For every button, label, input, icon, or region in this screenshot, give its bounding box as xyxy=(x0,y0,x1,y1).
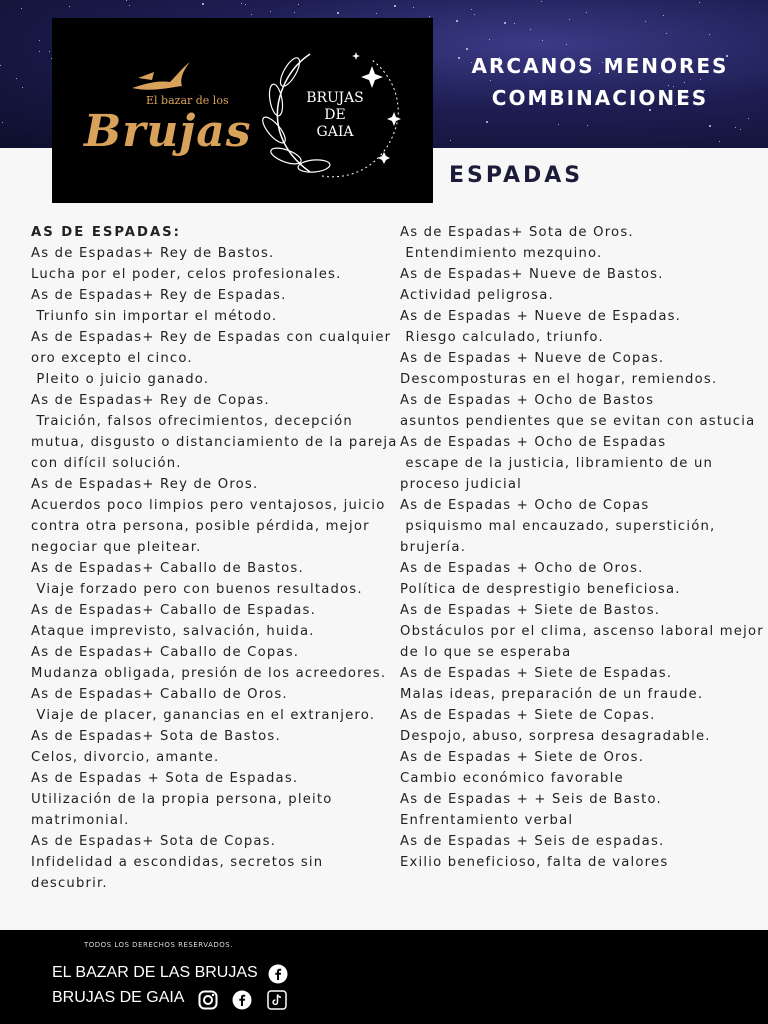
right-column-line: As de Espadas + Siete de Bastos. xyxy=(400,603,661,618)
instagram-icon[interactable] xyxy=(198,990,218,1010)
tiktok-icon[interactable] xyxy=(267,990,287,1010)
star-dot xyxy=(504,22,506,24)
star-dot xyxy=(69,6,70,7)
right-column-line: Obstáculos por el clima, ascenso laboral mejor xyxy=(400,624,764,639)
left-column-line: con difícil solución. xyxy=(31,456,182,471)
star-dot xyxy=(466,48,468,50)
star-dot xyxy=(39,40,40,41)
left-column-line: As de Espadas+ Caballo de Bastos. xyxy=(31,561,304,576)
page-title-line-1: ARCANOS MENORES xyxy=(471,54,729,78)
right-column-line: Entendimiento mezquino. xyxy=(400,246,603,261)
left-column-line: AS DE ESPADAS: xyxy=(31,225,181,240)
left-column-line: As de Espadas + Sota de Espadas. xyxy=(31,771,299,786)
right-column-line: As de Espadas + Siete de Oros. xyxy=(400,750,645,765)
left-column-line: descubrir. xyxy=(31,876,108,891)
right-column-line: As de Espadas + Ocho de Bastos xyxy=(400,393,655,408)
star-dot xyxy=(514,23,515,24)
star-dot xyxy=(129,5,130,6)
right-column-line: As de Espadas + Siete de Copas. xyxy=(400,708,656,723)
left-column-line: Utilización de la propia persona, pleito xyxy=(31,792,333,807)
star-dot xyxy=(0,65,1,66)
star-dot xyxy=(645,21,646,22)
left-column-line: As de Espadas+ Caballo de Oros. xyxy=(31,687,288,702)
gaia-logo-title xyxy=(290,90,380,141)
witch-hat-icon xyxy=(124,58,194,98)
left-column-line: Celos, divorcio, amante. xyxy=(31,750,220,765)
star-dot xyxy=(719,141,720,142)
gaia-logo-line: GAIA xyxy=(316,124,354,140)
star-dot xyxy=(413,7,414,8)
star-dot xyxy=(587,125,588,126)
right-text-column xyxy=(400,222,764,873)
left-column-line: Viaje forzado pero con buenos resultados. xyxy=(31,582,363,597)
star-dot xyxy=(542,40,543,41)
star-dot xyxy=(740,129,741,130)
right-column-line: psiquismo mal encauzado, superstición, xyxy=(400,519,716,534)
star-dot xyxy=(530,29,531,30)
right-column-line: escape de la justicia, libramiento de un xyxy=(400,456,714,471)
footer-brand-bazar: EL BAZAR DE LAS BRUJAS xyxy=(52,964,258,981)
left-column-line: Pleito o juicio ganado. xyxy=(31,372,210,387)
logo-small-text: El bazar de los xyxy=(146,94,229,107)
star-dot xyxy=(429,16,430,17)
right-column-line: Exilio beneficioso, falta de valores xyxy=(400,855,669,870)
left-column-line: matrimonial. xyxy=(31,813,130,828)
left-column-line: negociar que pleitear. xyxy=(31,540,202,555)
star-dot xyxy=(22,87,23,88)
star-dot xyxy=(21,8,22,9)
right-column-line: As de Espadas + Ocho de Oros. xyxy=(400,561,644,576)
bazar-brujas-logo xyxy=(84,54,252,164)
left-column-line: Infidelidad a escondidas, secretos sin xyxy=(31,855,324,870)
star-dot xyxy=(474,14,475,15)
star-dot xyxy=(489,39,490,40)
star-dot xyxy=(569,19,570,20)
right-column-line: Cambio económico favorable xyxy=(400,771,624,786)
right-column-line: de lo que se esperaba xyxy=(400,645,572,660)
left-column-line: Viaje de placer, ganancias en el extranjero. xyxy=(31,708,376,723)
star-dot xyxy=(735,127,736,128)
right-column-line: As de Espadas + + Seis de Basto. xyxy=(400,792,662,807)
left-column-line: As de Espadas+ Caballo de Copas. xyxy=(31,645,300,660)
copyright-notice: TODOS LOS DERECHOS RESERVADOS. xyxy=(84,941,233,949)
left-column-line: Acuerdos poco limpios pero ventajosos, juicio xyxy=(31,498,386,513)
star-dot xyxy=(663,15,664,16)
logo-big-text: Brujas xyxy=(84,106,252,157)
left-column-line: As de Espadas+ Sota de Copas. xyxy=(31,834,277,849)
right-column-line: Malas ideas, preparación de un fraude. xyxy=(400,687,704,702)
star-dot xyxy=(337,12,339,14)
star-dot xyxy=(16,78,17,79)
left-column-line: Traición, falsos ofrecimientos, decepción xyxy=(31,414,353,429)
star-dot xyxy=(49,51,50,52)
right-column-line: As de Espadas + Nueve de Copas. xyxy=(400,351,665,366)
star-dot xyxy=(270,11,271,12)
brujas-gaia-logo xyxy=(252,42,412,192)
star-dot xyxy=(251,14,252,15)
star-dot xyxy=(541,1,542,2)
star-dot xyxy=(558,124,559,125)
footer xyxy=(0,930,768,1024)
star-dot xyxy=(394,5,396,7)
left-column-line: contra otra persona, posible pérdida, mejor xyxy=(31,519,370,534)
footer-brand-gaia: BRUJAS DE GAIA xyxy=(52,989,185,1006)
logo-banner xyxy=(52,18,433,203)
left-column-line: As de Espadas+ Caballo de Espadas. xyxy=(31,603,316,618)
facebook-icon[interactable] xyxy=(232,990,252,1010)
star-dot xyxy=(2,122,3,123)
star-dot xyxy=(126,0,127,1)
star-dot xyxy=(471,9,472,10)
right-column-line: As de Espadas + Nueve de Espadas. xyxy=(400,309,682,324)
right-column-line: Riesgo calculado, triunfo. xyxy=(400,330,604,345)
left-column-line: mutua, disgusto o distanciamiento de la pareja xyxy=(31,435,398,450)
left-column-line: As de Espadas+ Sota de Bastos. xyxy=(31,729,281,744)
left-column-line: As de Espadas+ Rey de Espadas. xyxy=(31,288,287,303)
star-dot xyxy=(586,12,587,13)
right-column-line: Despojo, abuso, sorpresa desagradable. xyxy=(400,729,711,744)
star-dot xyxy=(456,20,458,22)
star-dot xyxy=(748,118,749,119)
right-column-line: proceso judicial xyxy=(400,477,522,492)
left-column-line: Ataque imprevisto, salvación, huida. xyxy=(31,624,315,639)
star-dot xyxy=(709,34,710,35)
star-dot xyxy=(490,80,491,81)
section-title: ESPADAS xyxy=(449,163,584,188)
left-column-line: As de Espadas+ Rey de Espadas con cualquier xyxy=(31,330,392,345)
star-dot xyxy=(241,3,242,4)
gaia-logo-line: BRUJAS xyxy=(306,90,364,106)
star-dot xyxy=(245,4,246,5)
right-column-line: Descomposturas en el hogar, remiendos. xyxy=(400,372,718,387)
star-dot xyxy=(294,12,295,13)
right-column-line: Actividad peligrosa. xyxy=(400,288,554,303)
left-column-line: Triunfo sin importar el método. xyxy=(31,309,278,324)
right-column-line: As de Espadas + Seis de espadas. xyxy=(400,834,665,849)
star-dot xyxy=(376,13,377,14)
star-dot xyxy=(486,121,488,123)
right-column-line: As de Espadas+ Nueve de Bastos. xyxy=(400,267,664,282)
facebook-icon[interactable] xyxy=(268,964,288,984)
gaia-logo-line: DE xyxy=(324,107,346,123)
right-column-line: As de Espadas+ Sota de Oros. xyxy=(400,225,634,240)
right-column-line: As de Espadas + Ocho de Copas xyxy=(400,498,650,513)
star-dot xyxy=(450,140,451,141)
left-column-line: As de Espadas+ Rey de Bastos. xyxy=(31,246,275,261)
star-dot xyxy=(298,4,299,5)
star-dot xyxy=(566,44,567,45)
right-column-line: Enfrentamiento verbal xyxy=(400,813,574,828)
right-column-line: brujería. xyxy=(400,540,467,555)
left-column-line: oro excepto el cinco. xyxy=(31,351,193,366)
page-title-line-2: COMBINACIONES xyxy=(491,86,709,110)
left-column-line: As de Espadas+ Rey de Oros. xyxy=(31,477,259,492)
left-column-line: Mudanza obligada, presión de los acreedores. xyxy=(31,666,387,681)
right-column-line: As de Espadas + Siete de Espadas. xyxy=(400,666,673,681)
star-dot xyxy=(700,79,701,80)
star-dot xyxy=(684,82,685,83)
star-dot xyxy=(709,125,711,127)
star-dot xyxy=(666,33,667,34)
star-dot xyxy=(39,51,40,52)
right-column-line: asuntos pendientes que se evitan con astucia xyxy=(400,414,756,429)
star-dot xyxy=(202,3,204,5)
left-column-line: As de Espadas+ Rey de Copas. xyxy=(31,393,270,408)
right-column-line: As de Espadas + Ocho de Espadas xyxy=(400,435,667,450)
left-text-column xyxy=(31,222,398,894)
left-column-line: Lucha por el poder, celos profesionales. xyxy=(31,267,342,282)
star-dot xyxy=(699,2,700,3)
right-column-line: Política de desprestigio beneficiosa. xyxy=(400,582,681,597)
